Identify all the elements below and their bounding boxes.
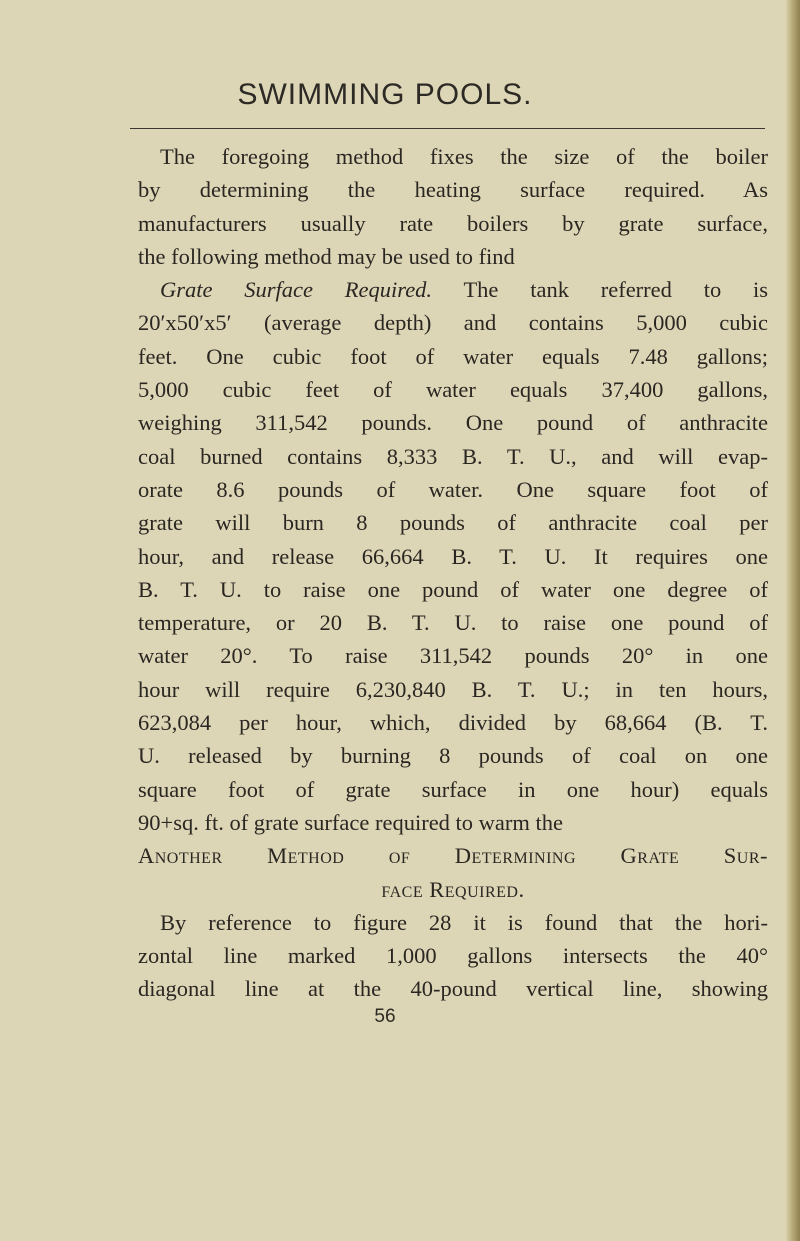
text-line: temperature, or 20 B. T. U. to raise one pound of: [138, 610, 768, 636]
text-line: 90+sq. ft. of grate surface required to warm the: [138, 809, 564, 835]
running-header: SWIMMING POOLS.: [237, 78, 533, 111]
text-line: 5,000 cubic feet of water equals 37,400 gallons,: [138, 377, 768, 403]
run-in-heading: Grate Surface Required.: [160, 277, 433, 303]
text-line: diagonal line at the 40-pound vertical line, showing: [138, 976, 768, 1002]
text-line: U. released by burning 8 pounds of coal on one: [138, 743, 768, 769]
page-number: 56: [374, 1006, 396, 1027]
text-line: B. T. U. to raise one pound of water one degree of: [138, 576, 768, 602]
text-line: grate will burn 8 pounds of anthracite coal per: [138, 510, 768, 536]
text-run: The tank referred to is: [432, 277, 768, 303]
text-line: [138, 273, 768, 306]
text-line: feet. One cubic foot of water equals 7.48 gallons;: [138, 343, 768, 369]
text-line: coal burned contains 8,333 B. T. U., and will evap-: [138, 443, 768, 469]
section-heading: Another Method of Determining Grate Sur-: [138, 843, 768, 869]
text-line: zontal line marked 1,000 gallons intersects the 40°: [138, 943, 768, 969]
text-line: 623,084 per hour, which, divided by 68,664 (B. T.: [138, 710, 768, 736]
text-line: water 20°. To raise 311,542 pounds 20° in one: [138, 643, 768, 669]
text-line: by determining the heating surface required. As: [138, 177, 768, 203]
text-line: weighing 311,542 pounds. One pound of anthracite: [138, 410, 768, 436]
text-line: square foot of grate surface in one hour) equals: [138, 776, 768, 802]
text-line: hour, and release 66,664 B. T. U. It requires one: [138, 543, 768, 569]
text-line: The foregoing method fixes the size of the boiler: [160, 144, 768, 169]
text-line: the following method may be used to find: [138, 243, 515, 269]
text-line: hour will require 6,230,840 B. T. U.; in ten hours,: [138, 676, 768, 702]
section-heading-continued: face Required.: [381, 876, 525, 902]
text-line: manufacturers usually rate boilers by grate surface,: [138, 210, 768, 236]
text-line: By reference to figure 28 it is found that the hori-: [160, 909, 768, 935]
text-line: 20′x50′x5′ (average depth) and contains 5,000 cubic: [138, 310, 768, 336]
page-edge: [786, 0, 800, 1241]
body-text: [138, 140, 768, 1006]
header-rule: [130, 128, 765, 129]
text-line: orate 8.6 pounds of water. One square foot of: [138, 476, 768, 502]
